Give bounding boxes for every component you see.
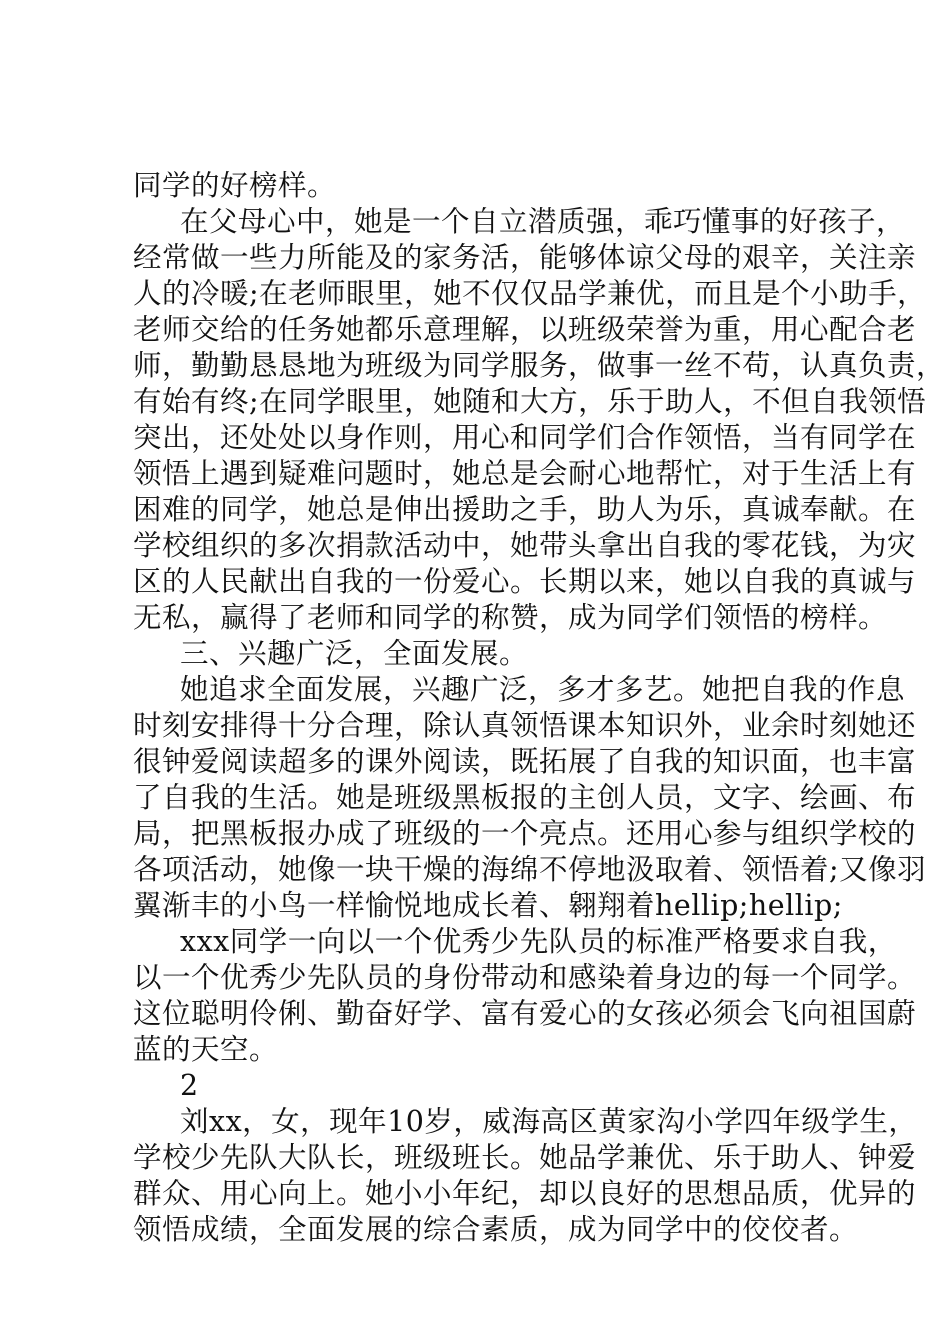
text-line: 同学的好榜样。 xyxy=(133,169,337,202)
text-line: 困难的同学，她总是伸出援助之手，助人为乐，真诚奉献。在 xyxy=(133,493,917,526)
text-line: 这位聪明伶俐、勤奋好学、富有爱心的女孩必须会飞向祖国蔚 xyxy=(133,997,917,1030)
text-line: 老师交给的任务她都乐意理解，以班级荣誉为重，用心配合老 xyxy=(133,313,917,346)
text-line: 局，把黑板报办成了班级的一个亮点。还用心参与组织学校的 xyxy=(133,817,917,850)
text-line: 突出，还处处以身作则，用心和同学们合作领悟，当有同学在 xyxy=(133,421,917,454)
section-heading: 三、兴趣广泛，全面发展。 xyxy=(180,637,529,670)
text-line: 在父母心中，她是一个自立潜质强，乖巧懂事的好孩子， xyxy=(180,205,906,238)
text-line: 领悟上遇到疑难问题时，她总是会耐心地帮忙，对于生活上有 xyxy=(133,457,917,490)
text-line: 群众、用心向上。她小小年纪，却以良好的思想品质，优异的 xyxy=(133,1177,917,1210)
text-line: 了自我的生活。她是班级黑板报的主创人员，文字、绘画、布 xyxy=(133,781,917,814)
text-line: 人的冷暖;在老师眼里，她不仅仅品学兼优，而且是个小助手， xyxy=(133,277,927,310)
text-line: 她追求全面发展，兴趣广泛，多才多艺。她把自我的作息 xyxy=(180,673,906,706)
text-line: 学校组织的多次捐款活动中，她带头拿出自我的零花钱，为灾 xyxy=(133,529,917,562)
text-line: 时刻安排得十分合理，除认真领悟课本知识外，业余时刻她还 xyxy=(133,709,917,742)
section-number: 2 xyxy=(180,1069,199,1102)
text-line: 很钟爱阅读超多的课外阅读，既拓展了自我的知识面，也丰富 xyxy=(133,745,917,778)
text-line: 翼渐丰的小鸟一样愉悦地成长着、翱翔着hellip;hellip; xyxy=(133,889,843,922)
text-line: 有始有终;在同学眼里，她随和大方，乐于助人，不但自我领悟 xyxy=(133,385,927,418)
text-line: 刘xx，女，现年10岁，威海高区黄家沟小学四年级学生， xyxy=(180,1105,918,1138)
text-line: 师，勤勤恳恳地为班级为同学服务，做事一丝不苟，认真负责， xyxy=(133,349,946,382)
text-line: xxx同学一向以一个优秀少先队员的标准严格要求自我， xyxy=(180,925,897,958)
text-line: 区的人民献出自我的一份爱心。长期以来，她以自我的真诚与 xyxy=(133,565,917,598)
text-line: 学校少先队大队长，班级班长。她品学兼优、乐于助人、钟爱 xyxy=(133,1141,917,1174)
text-line: 经常做一些力所能及的家务活，能够体谅父母的艰辛，关注亲 xyxy=(133,241,917,274)
text-line: 领悟成绩，全面发展的综合素质，成为同学中的佼佼者。 xyxy=(133,1213,859,1246)
text-line: 无私，赢得了老师和同学的称赞，成为同学们领悟的榜样。 xyxy=(133,601,888,634)
text-line: 蓝的天空。 xyxy=(133,1033,279,1066)
text-line: 以一个优秀少先队员的身份带动和感染着身边的每一个同学。 xyxy=(133,961,917,994)
text-line: 各项活动，她像一块干燥的海绵不停地汲取着、领悟着;又像羽 xyxy=(133,853,927,886)
